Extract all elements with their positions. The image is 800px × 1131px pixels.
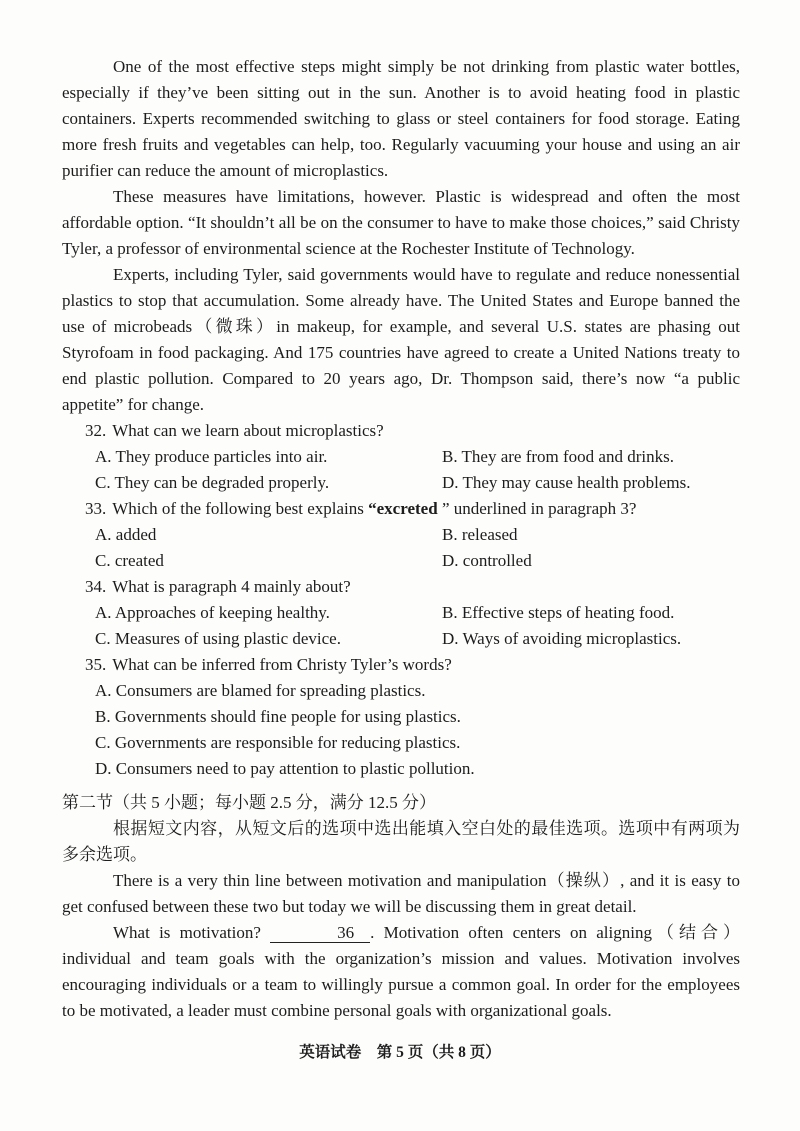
reading-paragraph-1: One of the most effective steps might simply be not drinking from plastic water bottles, especially if they’ve been sitting out in the sun. Another is to avoid heating food in plastic containers. Experts recommended switching to glass or steel containers for food storage. Eating more fresh fruits and vegetables can help, too. Regularly vacuuming your house and using an air purifier can reduce the amount of microplastics. [62, 57, 740, 180]
question-32-options-row-2 [62, 470, 740, 496]
option-35-a: A. Consumers are blamed for spreading plastics. [95, 681, 426, 700]
option-33-d: D. controlled [442, 551, 532, 570]
option-33-a: A. added [95, 525, 157, 544]
option-35-c: C. Governments are responsible for reducing plastics. [95, 733, 461, 752]
question-33-options-row-1 [62, 522, 740, 548]
option-34-a: A. Approaches of keeping healthy. [95, 603, 330, 622]
option-34-c: C. Measures of using plastic device. [95, 629, 341, 648]
section-2-heading: 第二节（共 5 小题；每小题 2.5 分，满分 12.5 分） [62, 793, 436, 812]
reading-paragraph-2: These measures have limitations, however. Plastic is widespread and often the most affordable option. “It shouldn’t all be on the consumer to have to make those choices,” said Christy Tyler, a professor of environmental science at the Rochester Institute of Technology. [62, 187, 740, 258]
passage-2-paragraph-2 [62, 920, 740, 1024]
question-33-stem [62, 496, 740, 522]
question-35-stem [62, 652, 740, 678]
question-stem-text: What can be inferred from Christy Tyler’s words? [112, 655, 452, 674]
option-34-b: B. Effective steps of heating food. [442, 603, 675, 622]
option-32-a: A. They produce particles into air. [95, 447, 328, 466]
question-34 [62, 574, 740, 652]
highlighted-word: “excreted [368, 499, 438, 518]
question-35 [62, 652, 740, 782]
question-33 [62, 496, 740, 574]
question-32-stem [62, 418, 740, 444]
question-stem-text: ” underlined in paragraph 3? [437, 499, 637, 518]
page-footer [0, 1040, 800, 1062]
option-32-d: D. They may cause health problems. [442, 473, 691, 492]
section-2-instructions: 根据短文内容，从短文后的选项中选出能填入空白处的最佳选项。选项中有两项为多余选项。 [62, 819, 740, 864]
question-number: 32. [85, 421, 107, 440]
page-number: 英语试卷 第 5 页（共 8 页） [299, 1044, 501, 1061]
option-32-c: C. They can be degraded properly. [95, 473, 330, 492]
page-content [62, 54, 740, 1024]
blank-36: 36 [270, 923, 370, 943]
option-33-c: C. created [95, 551, 164, 570]
question-stem-text: What can we learn about microplastics? [112, 421, 384, 440]
question-number: 34. [85, 577, 107, 596]
question-stem-text: What is paragraph 4 mainly about? [112, 577, 351, 596]
reading-paragraph-3: Experts, including Tyler, said governments would have to regulate and reduce nonessential plastics to stop that accumulation. Some already have. The United States and Europe banned the use of microbeads（微珠）in makeup, for example, and several U.S. states are phasing out Styrofoam in food packaging. And 175 countries have agreed to create a United Nations treaty to end plastic pollution. Compared to 20 years ago, Dr. Thompson said, there’s now “a public appetite” for change. [62, 265, 740, 414]
option-32-b: B. They are from food and drinks. [442, 447, 674, 466]
passage-2-paragraph-1: There is a very thin line between motivation and manipulation（操纵）, and it is easy to get confused between these two but today we will be discussing them in great detail. [62, 871, 740, 916]
sentence-text: . Motivation often centers on aligning（结合）individual and team goals with the organization’s mission and values. Motivation involves encouraging individuals or a team to willingly pursue a common goal. In order for the employees to be motivated, a leader must combine personal goals with organizational goals. [62, 923, 740, 1020]
question-number: 33. [85, 499, 107, 518]
sentence-text: What is motivation? [113, 923, 271, 942]
question-32-options-row-1 [62, 444, 740, 470]
question-34-stem [62, 574, 740, 600]
option-35-b: B. Governments should fine people for using plastics. [95, 707, 461, 726]
question-stem-text: Which of the following best explains [112, 499, 369, 518]
option-35-d: D. Consumers need to pay attention to plastic pollution. [95, 759, 475, 778]
question-33-options-row-2 [62, 548, 740, 574]
option-33-b: B. released [442, 525, 518, 544]
option-34-d: D. Ways of avoiding microplastics. [442, 629, 682, 648]
question-number: 35. [85, 655, 107, 674]
question-34-options-row-1 [62, 600, 740, 626]
question-34-options-row-2 [62, 626, 740, 652]
question-32 [62, 418, 740, 496]
